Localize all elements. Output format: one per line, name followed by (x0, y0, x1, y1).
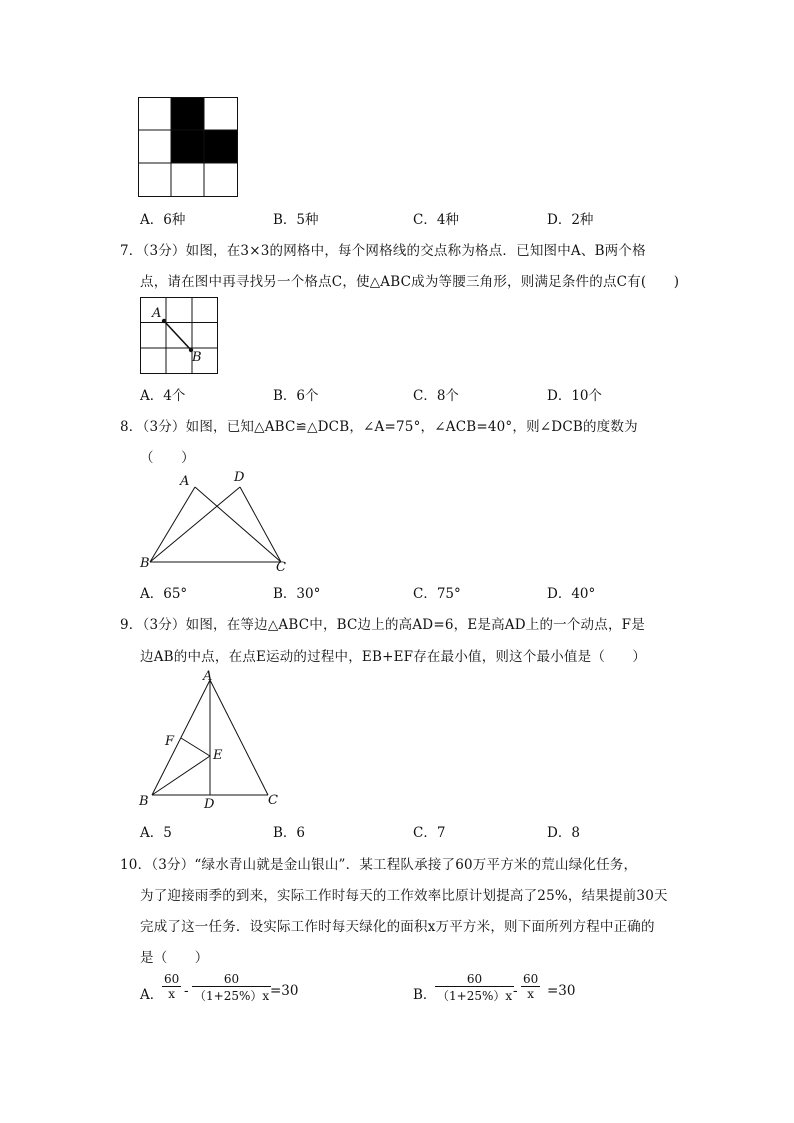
q9-label-e: E (213, 748, 223, 763)
q8-label-d: D (234, 470, 245, 485)
q6-option-b[interactable]: B．5种 (273, 212, 319, 228)
q10-text-line3: 完成了这一任务．设实际工作时每天绿化的面积x万平方米，则下面所列方程中正确的 (140, 919, 655, 935)
q9-text-line2: 边AB的中点，在点E运动的过程中，EB+EF存在最小值，则这个最小值是（ ） (140, 649, 647, 665)
fraction-numerator: 60 (466, 972, 483, 986)
q10-option-a-minus: - (184, 983, 189, 999)
q9-option-d[interactable]: D．8 (547, 825, 580, 841)
q10-text-line4: 是（ ） (140, 950, 209, 966)
q7-option-c[interactable]: C．8个 (413, 388, 459, 404)
q6-option-a[interactable]: A．6种 (140, 212, 186, 228)
q10-option-a-fraction1 (162, 972, 181, 1001)
q8-label-a: A (180, 474, 190, 489)
q8-option-d[interactable]: D．40° (547, 586, 596, 602)
q8-text-line2: （ ） (140, 450, 195, 466)
segment-ab (164, 321, 191, 350)
q7-label-a: A (152, 306, 162, 321)
fraction-denominator: x (521, 986, 540, 1001)
q9-text-line1: 9．（3分）如图，在等边△ABC中，BC边上的高AD=6，E是高AD上的一个动点，F是 (120, 617, 645, 633)
q9-label-f: F (165, 734, 175, 749)
fraction-numerator: 60 (523, 972, 539, 986)
q10-text-line2: 为了迎接雨季的到来，实际工作时每天的工作效率比原计划提高了25%，结果提前30天 (140, 888, 668, 904)
q9-option-c[interactable]: C．7 (413, 825, 446, 841)
q10-option-b-fraction1 (435, 972, 514, 1004)
q8-option-c[interactable]: C．75° (413, 586, 461, 602)
q10-text-line1: 10．（3分）“绿水青山就是金山银山”．某工程队承接了60万平方米的荒山绿化任务， (120, 857, 638, 873)
q7-text-line1: 7．（3分）如图，在3×3的网格中，每个网格线的交点称为格点．已知图中A、B两个格 (120, 243, 646, 259)
q8-triangles-figure (150, 484, 290, 564)
q8-text-line1: 8．（3分）如图，已知△ABC≌△DCB，∠A=75°，∠ACB=40°，则∠DCB的度数为 (120, 419, 638, 435)
q8-option-a[interactable]: A．65° (140, 586, 188, 602)
q7-option-a[interactable]: A．4个 (140, 388, 186, 404)
q9-label-d: D (204, 797, 215, 812)
q7-option-d[interactable]: D．10个 (547, 388, 603, 404)
q7-label-b: B (192, 350, 202, 365)
q10-option-b-prefix: B． (413, 987, 437, 1003)
q8-option-b[interactable]: B．30° (273, 586, 321, 602)
grid-cell-filled (204, 130, 237, 163)
point-a (162, 319, 166, 323)
grid-cell-filled (171, 130, 204, 163)
q9-option-a[interactable]: A．5 (140, 825, 172, 841)
grid-cell-filled (171, 97, 204, 130)
q10-option-b[interactable] (413, 972, 593, 1012)
q10-option-b-minus: - (513, 983, 518, 999)
q10-option-a-fraction2 (192, 972, 271, 1004)
q9-label-b: B (139, 794, 149, 809)
q10-option-a-prefix: A． (140, 987, 164, 1003)
q10-option-b-fraction2 (521, 972, 540, 1001)
q10-option-a[interactable] (140, 972, 320, 1012)
q10-option-b-rhs: =30 (547, 983, 576, 999)
fraction-denominator: （1+25%）x (192, 986, 271, 1004)
fraction-denominator: （1+25%）x (435, 986, 514, 1004)
q9-label-a: A (203, 669, 213, 684)
q7-text-line2: 点，请在图中再寻找另一个格点C，使△ABC成为等腰三角形，则满足条件的点C有( ) (140, 274, 680, 290)
fraction-denominator: x (162, 986, 181, 1001)
q10-option-a-rhs: =30 (270, 983, 299, 999)
q7-option-b[interactable]: B．6个 (273, 388, 319, 404)
q9-label-c: C (268, 793, 278, 808)
q6-grid-figure (138, 97, 238, 197)
fraction-numerator: 60 (164, 972, 180, 986)
fraction-numerator: 60 (223, 972, 240, 986)
q8-label-b: B (140, 556, 150, 571)
q6-option-d[interactable]: D．2种 (547, 212, 594, 228)
q9-option-b[interactable]: B．6 (273, 825, 306, 841)
q8-label-c: C (276, 560, 286, 575)
q6-option-c[interactable]: C．4种 (413, 212, 459, 228)
